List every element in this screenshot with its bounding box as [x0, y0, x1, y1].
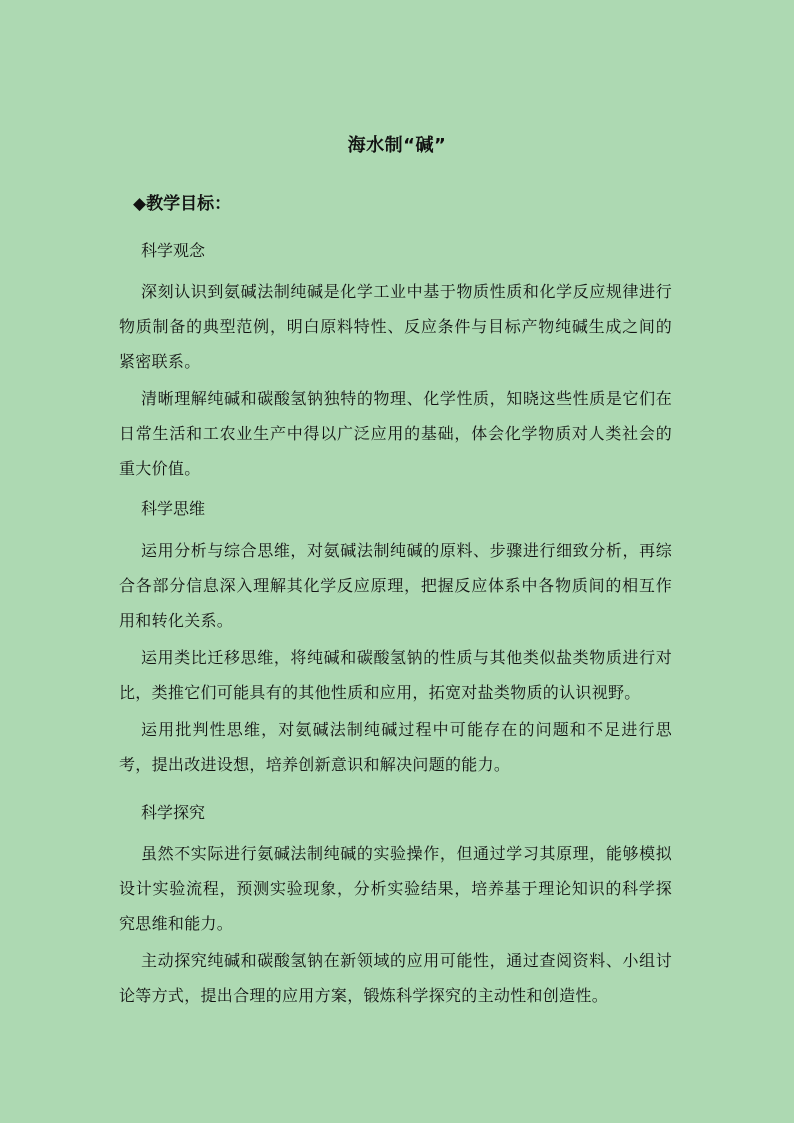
paragraph: 运用类比迁移思维，将纯碱和碳酸氢钠的性质与其他类似盐类物质进行对比，类推它们可能具有的其他性质和应用，拓宽对盐类物质的认识视野。	[119, 648, 672, 702]
paragraph: 清晰理解纯碱和碳酸氢钠独特的物理、化学性质，知晓这些性质是它们在日常生活和工农业生产中得以广泛应用的基础，体会化学物质对人类社会的重大价值。	[119, 389, 672, 478]
paragraph: 运用批判性思维，对氨碱法制纯碱过程中可能存在的问题和不足进行思考，提出改进设想，培养创新意识和解决问题的能力。	[119, 720, 672, 774]
paragraph: 虽然不实际进行氨碱法制纯碱的实验操作，但通过学习其原理，能够模拟设计实验流程，预测实验现象，分析实验结果，培养基于理论知识的科学探究思维和能力。	[119, 844, 672, 933]
paragraph: 运用分析与综合思维，对氨碱法制纯碱的原料、步骤进行细致分析，再综合各部分信息深入理解其化学反应原理，把握反应体系中各物质间的相互作用和转化关系。	[119, 541, 672, 630]
paragraph: 深刻认识到氨碱法制纯碱是化学工业中基于物质性质和化学反应规律进行物质制备的典型范例，明白原料特性、反应条件与目标产物纯碱生成之间的紧密联系。	[119, 282, 672, 371]
section-heading-thinking: 科学思维	[141, 499, 206, 518]
objectives-heading: ◆教学目标：	[133, 194, 232, 214]
paragraph: 主动探究纯碱和碳酸氢钠在新领域的应用可能性，通过查阅资料、小组讨论等方式，提出合理的应用方案，锻炼科学探究的主动性和创造性。	[119, 951, 672, 1005]
section-heading-inquiry: 科学探究	[141, 803, 206, 822]
section-heading-concept: 科学观念	[141, 241, 206, 260]
page-title: 海水制“碱”	[347, 135, 447, 156]
